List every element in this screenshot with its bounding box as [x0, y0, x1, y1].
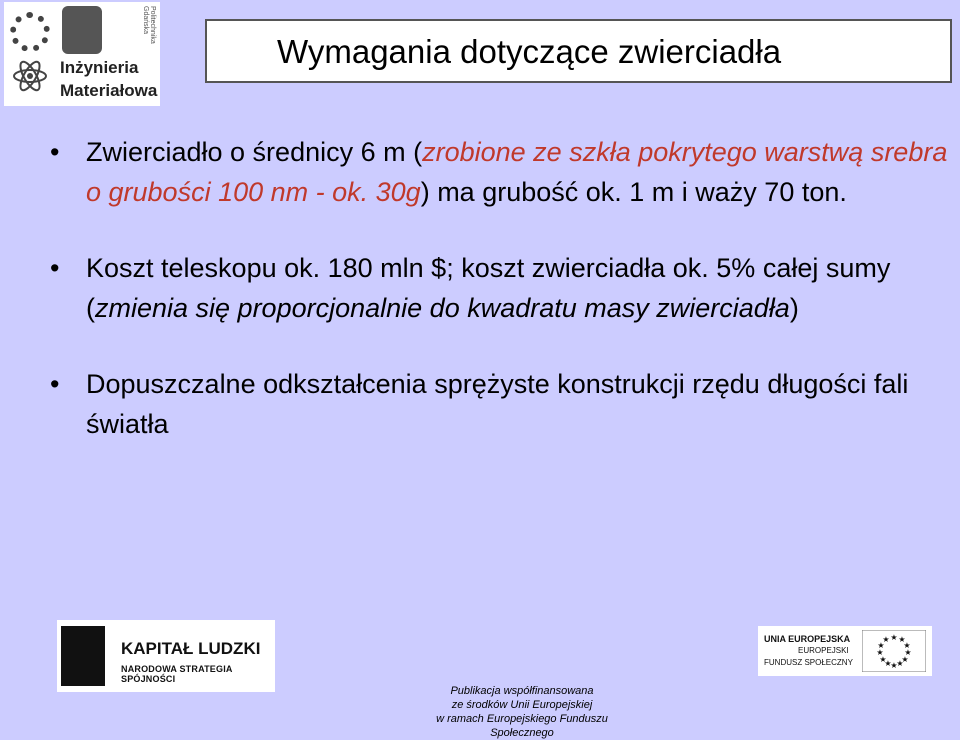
bullet-item — [48, 132, 948, 212]
kl-line2: NARODOWA STRATEGIA SPÓJNOŚCI — [121, 664, 233, 684]
flag-icon — [61, 626, 105, 686]
puzzle-icon — [62, 6, 102, 54]
footer-line1: Publikacja współfinansowana — [450, 685, 594, 697]
bullet-item — [48, 248, 948, 328]
eu-line2: EUROPEJSKI — [798, 646, 849, 655]
logo-line1: Inżynieria — [60, 58, 139, 77]
gear-icon — [10, 12, 50, 52]
svg-text:★: ★ — [896, 659, 904, 668]
slide-title: Wymagania dotyczące zwierciadła — [277, 33, 782, 70]
eu-line1: UNIA EUROPEJSKA — [764, 634, 851, 644]
svg-text:★: ★ — [903, 641, 911, 650]
eu-flag-icon — [862, 630, 926, 672]
svg-text:★: ★ — [877, 641, 885, 650]
bullet-text: Zwierciadło o średnicy 6 m ( — [86, 137, 423, 167]
bullet-text: Koszt teleskopu ok. 180 mln $; koszt zwierciadła ok. 5% całej sumy ( — [86, 253, 891, 323]
svg-text:★: ★ — [879, 655, 887, 664]
title-box — [205, 19, 952, 83]
logo-inzynieria-materialowa — [4, 2, 160, 106]
logo-kapital-ludzki — [57, 620, 275, 692]
eu-line3: FUNDUSZ SPOŁECZNY — [764, 658, 853, 667]
bullet-item — [48, 364, 948, 444]
svg-text:★: ★ — [884, 659, 892, 668]
footer-line3: w ramach Europejskiego Funduszu Społecznego — [436, 713, 608, 739]
bullet-dot: • — [50, 137, 60, 167]
bullet-red-text: zrobione ze szkła pokrytego warstwą srebra o grubości 100 nm - ok. 30g — [86, 137, 948, 207]
svg-text:★: ★ — [904, 648, 912, 657]
bullet-text: Dopuszczalne odkształcenia sprężyste konstrukcji rzędu długości fali światła — [86, 369, 909, 439]
logo-line2: Materiałowa — [60, 81, 158, 100]
svg-text:★: ★ — [898, 635, 906, 644]
svg-text:★: ★ — [882, 635, 890, 644]
footer-text — [420, 684, 624, 740]
svg-text:★: ★ — [901, 655, 909, 664]
svg-text:★: ★ — [890, 633, 898, 642]
bullet-text: ) — [789, 293, 799, 323]
svg-text:★: ★ — [876, 648, 884, 657]
svg-text:★: ★ — [890, 661, 898, 670]
logo-eu — [758, 626, 932, 676]
logo-side-text: Politechnika Gdańska — [142, 6, 156, 44]
bullet-list — [48, 132, 948, 480]
footer-line2: ze środków Unii Europejskiej — [451, 699, 593, 711]
bullet-italic-text: zmienia się proporcjonalnie do kwadratu masy zwierciadła — [95, 293, 790, 323]
bullet-dot: • — [50, 253, 60, 283]
bullet-text: ) ma grubość ok. 1 m i waży 70 ton. — [420, 177, 847, 207]
bullet-dot: • — [50, 369, 60, 399]
kl-line1: KAPITAŁ LUDZKI — [121, 639, 261, 658]
atom-icon — [12, 58, 48, 94]
